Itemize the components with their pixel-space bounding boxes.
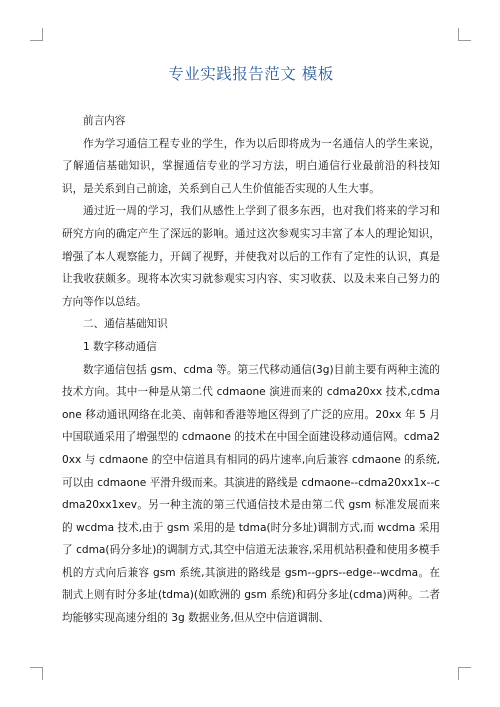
paragraph-summary: 通过近一周的学习，我们从感性上学到了很多东西，也对我们将来的学习和研究方向的确定产生了深远的影响。通过这次参观实习丰富了本人的理论知识，增强了本人观察能力，开阔了视野，并使我对以后的工作有了定性的认识，真是让我收获颇多。现将本次实习就参观实习内容、实习收获、以及未来自己努力的方向等作以总结。: [62, 205, 440, 308]
paragraph-digital-comm: 数字通信包括 gsm、cdma 等。第三代移动通信(3g)目前主要有两种主流的技术方向。其中一种是从第二代 cdmaone 演进而来的 cdma20xx 技术,cdmaone 移动通讯网络在北美、南韩和香港等地区得到了广泛的应用。20xx 年 5 月中国联通采用了增强型的 cdmaone 的技术在中国全面建设移动通信网。cdma20xx 与 cdmaone 的空中信道具有相同的码片速率,向后兼容 cdmaone 的系统,可以由 cdmaone 平滑升级而来。其演进的路线是 cdmaone--cdma20xx1x--cdma20xx1xev。另一种主流的第三代通信技术是由第二代 gsm 标准发展而来的 wcdma 技术,由于 gsm 采用的是 tdma(时分多址)调制方式,而 wcdma 采用了 cdma(码分多址)的调制方式,其空中信道无法兼容,采用机站积叠和使用多模手机的方式向后兼容 gsm 系统,其演进的路线是 gsm--gprs--edge--wcdma。在制式上则有时分多址(tdma)(如欧洲的 gsm 系统)和码分多址(cdma)两种。二者均能够实现高速分组的 3g 数据业务,但从空中信道调制、: [62, 363, 440, 625]
paragraph-intro: 作为学习通信工程专业的学生，作为以后即将成为一名通信人的学生来说，了解通信基础知识，掌握通信专业的学习方法，明白通信行业最前沿的科技知识，是关系到自己前途，关系到自己人生价值能否实现的人生大事。: [62, 137, 440, 195]
crop-mark-bottom-right: [458, 667, 471, 680]
section-label-preface: 前言内容: [83, 115, 126, 127]
section-heading-basics: 二、通信基础知识: [83, 318, 168, 331]
document-title: 专业实践报告范文 模板: [168, 65, 334, 83]
subsection-heading-digital-mobile: 1 数字移动通信: [83, 340, 157, 353]
crop-mark-top-left: [30, 28, 43, 41]
crop-mark-bottom-left: [30, 667, 43, 680]
document-body: [62, 62, 440, 630]
crop-mark-top-right: [458, 28, 471, 41]
